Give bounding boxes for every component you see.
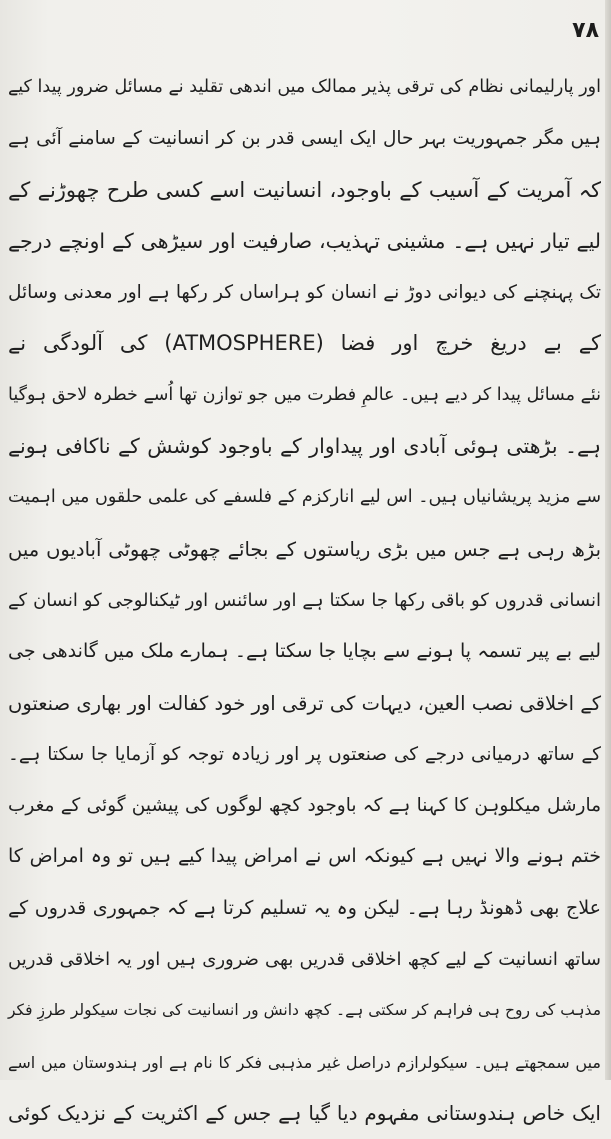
text-line: علاج بھی ڈھونڈ رہا ہے۔ لیکن وہ یہ تسلیم کرتا ہے کہ جمہوری قدروں کے — [8, 896, 601, 919]
text-line: مذہب کی روح ہی فراہم کر سکتی ہے۔ کچھ دانش ور انسانیت کی نجات سیکولر طرزِ فکر — [8, 1001, 601, 1020]
text-line: نئے مسائل پیدا کر دیے ہیں۔ عالمِ فطرت میں جو توازن تھا اُسے خطرہ لاحق ہوگیا — [8, 384, 601, 405]
text-line: کہ آمریت کے آسیب کے باوجود، انسانیت اسے کسی طرح چھوڑنے کے — [8, 177, 601, 202]
text-line: ہے۔ بڑھتی ہوئی آبادی اور پیداوار کے باوجود کوشش کے ناکافی ہونے — [8, 434, 601, 459]
text-line: لیے بے پیر تسمہ پا ہونے سے بچایا جا سکتا ہے۔ ہمارے ملک میں گاندھی جی — [8, 640, 601, 663]
page-number: ۷۸ — [572, 18, 599, 43]
text-line: ہیں مگر جمہوریت بہر حال ایک ایسی قدر بن کر انسانیت کے سامنے آئی ہے — [8, 128, 601, 150]
text-line: کے بے دریغ خرچ اور فضا (ATMOSPHERE) کی آلودگی نے — [8, 331, 601, 356]
text-line: تک پہنچنے کی دیوانی دوڑ نے انسان کو ہراساں کر رکھا ہے اور معدنی وسائل — [8, 282, 601, 304]
text-line: انسانی قدروں کو باقی رکھا جا سکتا ہے اور سائنس اور ٹیکنالوجی کو انسان کے — [8, 589, 601, 611]
body-text — [8, 62, 601, 1139]
text-line: اور پارلیمانی نظام کی ترقی پذیر ممالک میں اندھی تقلید نے مسائل ضرور پیدا کیے — [8, 77, 601, 97]
text-line: مارشل میکلوہن کا کہنا ہے کہ باوجود کچھ لوگوں کی پیشین گوئی کے مغرب — [8, 795, 601, 817]
text-line: لیے تیار نہیں ہے۔ مشینی تہذیب، صارفیت اور سیڑھی کے اونچے درجے — [8, 228, 601, 253]
text-line: کے اخلاقی نصب العین، دیہات کی ترقی اور خود کفالت اور بھاری صنعتوں — [8, 691, 601, 715]
text-line: ایک خاص ہندوستانی مفہوم دیا گیا ہے جس کے اکثریت کے نزدیک کوئی — [8, 1100, 601, 1125]
text-line: ختم ہونے والا نہیں ہے کیونکہ اس نے امراض پیدا کیے ہیں تو وہ امراض کا — [8, 845, 601, 868]
text-line: کے ساتھ درمیانی درجے کی صنعتوں پر اور زیادہ توجہ کو آزمایا جا سکتا ہے۔ — [8, 743, 601, 765]
text-line: سے مزید پریشانیاں ہیں۔ اس لیے انارکزم کے فلسفے کی علمی حلقوں میں اہمیت — [8, 487, 601, 508]
text-line: بڑھ رہی ہے جس میں بڑی ریاستوں کے بجائے چھوٹی چھوٹی آبادیوں میں — [8, 537, 601, 561]
page-edge-shadow — [605, 0, 611, 1080]
text-line: میں سمجھتے ہیں۔ سیکولرازم دراصل غیر مذہبی فکر کا نام ہے اور ہندوستان میں اسے — [8, 1052, 601, 1072]
text-line: ساتھ انسانیت کے لیے کچھ اخلاقی قدریں بھی ضروری ہیں اور یہ اخلاقی قدریں — [8, 949, 601, 971]
